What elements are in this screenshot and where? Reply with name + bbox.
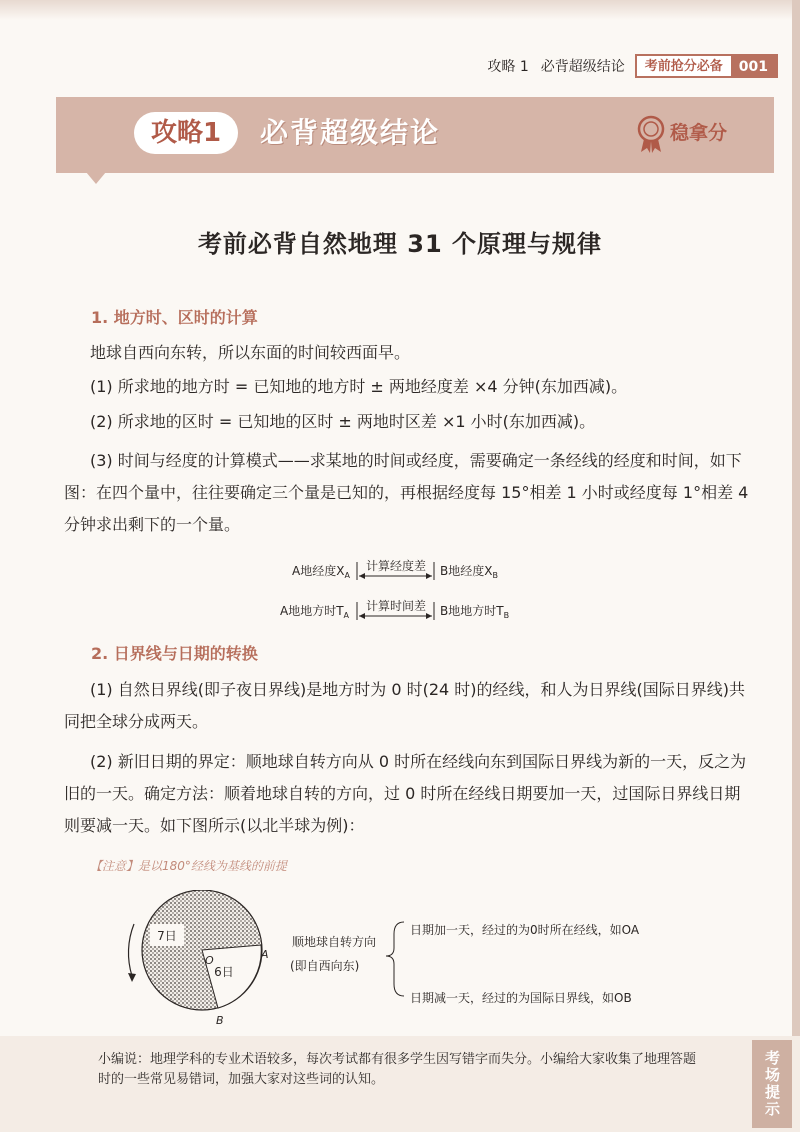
s2-paragraph-0	[64, 674, 754, 738]
note-text: 【注意】是以180°经线为基线的前提	[90, 859, 287, 873]
rotation-arrowhead	[128, 973, 136, 982]
section-1-heading: 1. 地方时、区时的计算	[91, 308, 258, 327]
header-badge	[635, 54, 778, 78]
label-a: A	[261, 948, 269, 961]
banner-title: 必背超级结论	[260, 116, 441, 149]
s2-paragraph-0-text: (1) 自然日界线(即子夜日界线)是地方时为 0 时(24 时)的经线，和人为日界线(国际日界线)共同把全球分成两天。	[64, 680, 746, 731]
s1-paragraph-2	[64, 406, 754, 438]
banner-tag: 稳拿分	[670, 122, 728, 144]
page-top-edge	[0, 0, 800, 20]
footer-note: 小编说：地理学科的专业术语较多，每次考试都有很多学生因写错字而失分。小编给大家收集了地理答题时的一些常见易错词，加强大家对这些词的认知。	[98, 1052, 697, 1087]
s2-paragraph-1	[64, 746, 754, 842]
s1-paragraph-0-text: 地球自西向东转，所以东面的时间较西面早。	[90, 343, 411, 362]
page-right-edge	[792, 0, 800, 1132]
s1-paragraph-0	[64, 337, 754, 369]
direction-line-1: 顺地球自转方向	[292, 935, 377, 949]
label-6-day: 6日	[214, 965, 234, 979]
rule-subtract: 日期减一天，经过的为国际日界线，如OB	[410, 991, 632, 1005]
calc-diagram	[270, 556, 550, 626]
row1-left: A地经度$X_A$	[292, 564, 350, 580]
s1-paragraph-1	[64, 371, 754, 403]
label-o: O	[205, 954, 214, 967]
direction-line-2: (即自西向东)	[290, 959, 360, 973]
header-badge-label: 考前抢分必备	[637, 56, 731, 76]
page-number: 001	[731, 56, 776, 76]
row2-middle: 计算时间差	[365, 599, 427, 613]
label-b: B	[216, 1014, 224, 1027]
s2-paragraph-1-text: (2) 新旧日期的界定：顺地球自转方向从 0 时所在经线向东到国际日界线为新的一天，反之为旧的一天。确定方法：顺着地球自转的方向，过 0 时所在经线日期要加一天，过国际日界线日期则要减一天。如下图所示(以北半球为例)：	[64, 752, 747, 835]
label-7-day: 7日	[157, 929, 177, 943]
s1-paragraph-2-text: (2) 所求地的区时 = 已知地的区时 ± 两地时区差 ×1 小时(东加西减)。	[90, 412, 596, 431]
medal-icon	[634, 114, 668, 154]
rotation-arrow	[128, 924, 134, 976]
s1-paragraph-3-text: (3) 时间与经度的计算模式——求某地的时间或经度，需要确定一条经线的经度和时间，如下图：在四个量中，往往要确定三个量是已知的，再根据经度每 15°相差 1 小时或经度每 1°相差 4 分钟求出剩下的一个量。	[64, 451, 749, 534]
row2-left: A地地方时$T_A$	[280, 604, 350, 620]
row2-right: B地地方时$T_B$	[440, 604, 510, 620]
page-title: 考前必背自然地理 31 个原理与规律	[197, 230, 603, 258]
banner-notch	[86, 172, 106, 184]
rule-add: 日期加一天，经过的为0时所在经线，如OA	[410, 923, 640, 937]
header-chapter: 攻略 1	[487, 59, 529, 75]
row1-right: B地经度$X_B$	[440, 564, 498, 580]
banner-label: 攻略1	[134, 112, 238, 154]
brace	[386, 922, 404, 996]
s1-paragraph-3	[64, 445, 754, 541]
section-2-heading: 2. 日界线与日期的转换	[91, 644, 258, 663]
date-line-figure	[110, 890, 710, 1030]
side-tab: 考场提示	[752, 1040, 792, 1128]
header-chapter-title: 必背超级结论	[540, 59, 625, 75]
s1-paragraph-1-text: (1) 所求地的地方时 = 已知地的地方时 ± 两地经度差 ×4 分钟(东加西减)。	[90, 377, 628, 396]
row1-middle: 计算经度差	[365, 559, 427, 573]
running-header	[487, 52, 778, 80]
